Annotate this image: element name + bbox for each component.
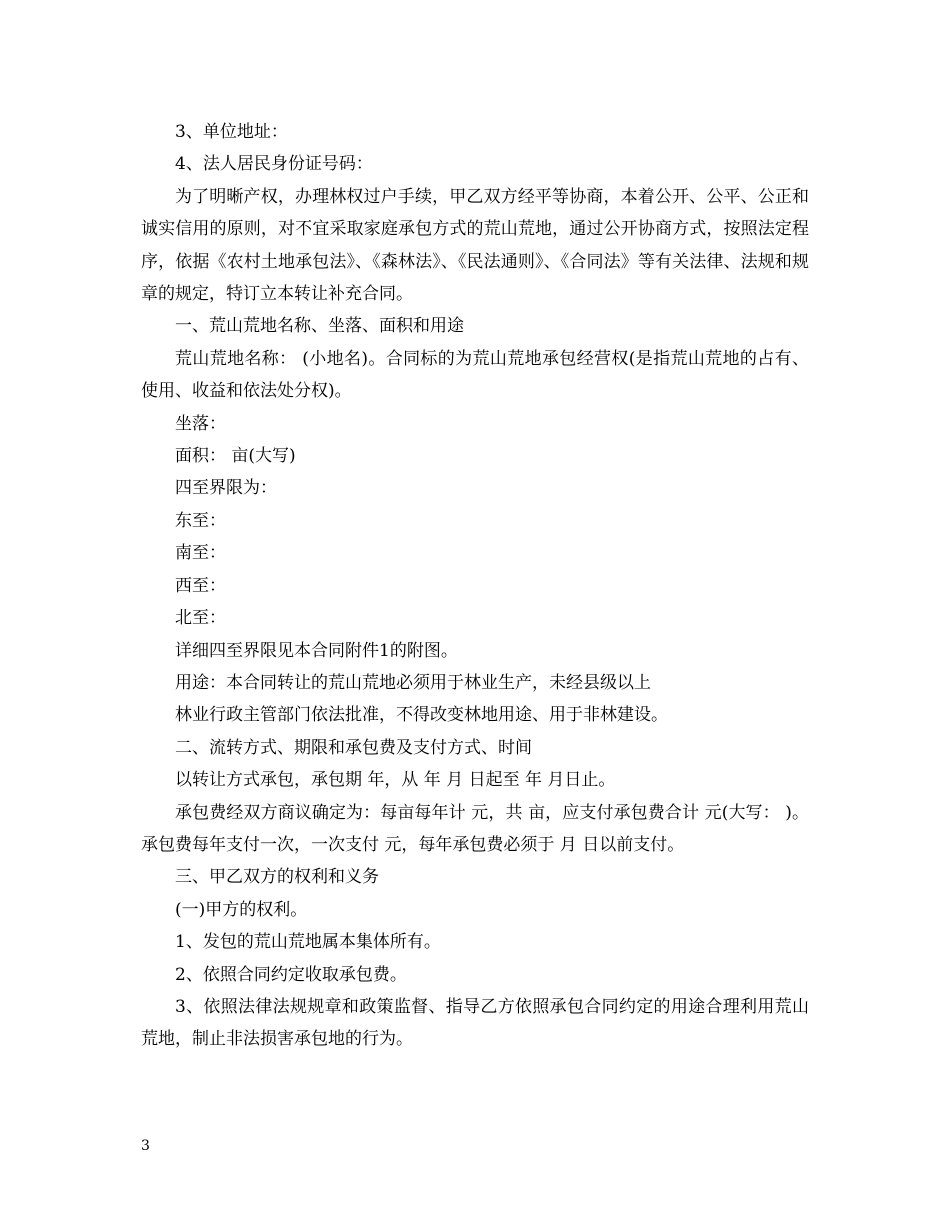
paragraph-right-3: 3、依照法律法规规章和政策监督、指导乙方依照承包合同约定的用途合理利用荒山荒地，制止非法损害承包地的行为。 <box>141 996 809 1050</box>
subsection-heading-party-a-rights: (一)甲方的权利。 <box>175 899 308 920</box>
paragraph-right-1: 1、发包的荒山荒地属本集体所有。 <box>175 932 441 953</box>
paragraph-west: 西至： <box>175 575 226 596</box>
section-heading-1: 一、荒山荒地名称、坐落、面积和用途 <box>175 316 464 337</box>
paragraph-usage-continued: 林业行政主管部门依法批准，不得改变林地用途、用于非林建设。 <box>175 705 668 726</box>
paragraph-boundary-detail: 详细四至界限见本合同附件1的附图。 <box>175 640 458 661</box>
paragraph-fee: 承包费经双方商议确定为：每亩每年计 元，共 亩，应支付承包费合计 元(大写： )。承包费每年支付一次，一次支付 元，每年承包费必须于 月 日以前支付。 <box>141 802 809 855</box>
paragraph-area: 面积： 亩(大写) <box>175 446 296 467</box>
paragraph-id-number: 4、法人居民身份证号码： <box>175 154 373 175</box>
section-heading-2: 二、流转方式、期限和承包费及支付方式、时间 <box>175 737 532 758</box>
section-heading-3: 三、甲乙双方的权利和义务 <box>175 867 379 888</box>
paragraph-unit-address: 3、单位地址： <box>175 122 288 142</box>
page-number: 3 <box>141 1138 150 1154</box>
paragraph-north: 北至： <box>175 608 226 629</box>
paragraph-south: 南至： <box>175 543 226 564</box>
paragraph-land-name: 荒山荒地名称： (小地名)。合同标的为荒山荒地承包经营权(是指荒山荒地的占有、使用、收益和依法处分权)。 <box>141 348 809 402</box>
paragraph-usage: 用途：本合同转让的荒山荒地必须用于林业生产，未经县级以上 <box>175 672 651 693</box>
paragraph-boundaries: 四至界限为： <box>175 478 277 499</box>
paragraph-preamble: 为了明晰产权，办理林权过户手续，甲乙双方经平等协商，本着公开、公平、公正和诚实信用的原则，对不宜采取家庭承包方式的荒山荒地，通过公开协商方式，按照法定程序，依据《农村土地承包法》、《森林法》、《民法通则》、《合同法》等有关法律、法规和规章的规定，特订立本转让补充合同。 <box>141 186 809 305</box>
document-body <box>141 116 809 1056</box>
paragraph-location: 坐落： <box>175 413 226 434</box>
paragraph-east: 东至： <box>175 510 226 531</box>
paragraph-right-2: 2、依照合同约定收取承包费。 <box>175 964 407 985</box>
paragraph-term: 以转让方式承包，承包期 年，从 年 月 日起至 年 月日止。 <box>175 770 616 791</box>
